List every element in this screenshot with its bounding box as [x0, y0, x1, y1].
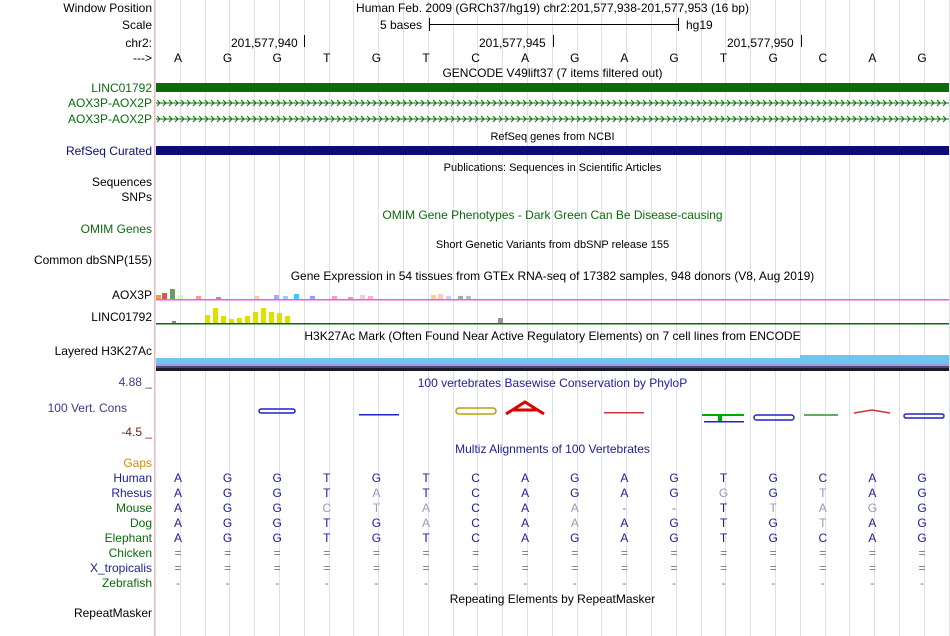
- position-label-1: 201,577,940: [231, 36, 298, 50]
- alignment-base: =: [720, 561, 728, 575]
- alignment-base: G: [272, 486, 282, 500]
- species-label[interactable]: Elephant: [104, 531, 152, 545]
- gencode-item-linc01792[interactable]: LINC01792: [91, 81, 152, 95]
- alignment-base: C: [818, 471, 828, 485]
- alignment-base: C: [471, 486, 480, 500]
- reference-base: T: [719, 51, 728, 65]
- alignment-base: G: [222, 531, 233, 545]
- reference-base: T: [323, 51, 331, 65]
- alignment-base: =: [323, 561, 331, 575]
- alignment-base: A: [521, 501, 530, 515]
- alignment-base: T: [819, 486, 827, 500]
- alignment-base: =: [224, 561, 232, 575]
- gtex-aox3p-bars[interactable]: [156, 286, 949, 302]
- species-label[interactable]: Human: [113, 471, 152, 485]
- alignment-base: -: [622, 501, 627, 515]
- alignment-base: -: [523, 576, 528, 590]
- alignment-base: G: [272, 531, 282, 545]
- species-label[interactable]: X_tropicalis: [89, 561, 152, 575]
- alignment-base: G: [917, 516, 927, 530]
- alignment-base: -: [473, 576, 478, 590]
- alignment-base: A: [421, 501, 430, 515]
- conservation-title[interactable]: 100 vertebrates Basewise Conservation by PhyloP: [417, 376, 688, 390]
- alignment-base: -: [820, 576, 825, 590]
- alignment-base: A: [620, 531, 629, 545]
- alignment-base: =: [273, 546, 281, 560]
- gtex-item-linc01792[interactable]: LINC01792: [91, 310, 152, 324]
- alignment-base: A: [173, 516, 182, 530]
- alignment-base: -: [374, 576, 379, 590]
- alignment-base: =: [472, 561, 480, 575]
- alignment-base: T: [719, 531, 728, 545]
- omim-label[interactable]: OMIM Genes: [80, 222, 152, 236]
- alignment-base: =: [819, 561, 827, 575]
- strand-label: --->: [133, 51, 152, 65]
- alignment-base: T: [323, 531, 331, 545]
- reference-base: G: [222, 51, 233, 65]
- alignment-base: =: [620, 546, 628, 560]
- alignment-base: T: [422, 531, 430, 545]
- alignment-base: G: [222, 501, 233, 515]
- position-label-3: 201,577,950: [727, 36, 794, 50]
- alignment-base: G: [669, 531, 679, 545]
- alignment-base: =: [918, 546, 926, 560]
- reference-base: G: [917, 51, 927, 65]
- alignment-base: -: [176, 576, 180, 590]
- alignment-base: G: [570, 471, 580, 485]
- position-label-2: 201,577,945: [479, 36, 546, 50]
- alignment-base: T: [819, 516, 827, 530]
- alignment-base: =: [273, 561, 281, 575]
- alignment-base: A: [868, 471, 877, 485]
- refseq-title[interactable]: RefSeq genes from NCBI: [490, 131, 615, 143]
- alignment-base: G: [917, 501, 927, 515]
- alignment-base: -: [771, 576, 776, 590]
- alignment-base: =: [868, 561, 876, 575]
- alignment-base: =: [372, 561, 380, 575]
- alignment-base: A: [868, 486, 877, 500]
- sequences-label[interactable]: Sequences: [91, 175, 152, 189]
- alignment-base: G: [371, 531, 382, 545]
- window-position-label: Window Position: [63, 1, 152, 15]
- conservation-max: 4.88 _: [118, 375, 152, 389]
- gtex-linc01792-bars[interactable]: [156, 304, 949, 325]
- alignment-base: A: [173, 531, 182, 545]
- alignment-base: T: [719, 516, 728, 530]
- alignment-base: A: [521, 471, 530, 485]
- alignment-base: T: [372, 501, 381, 515]
- omim-title[interactable]: OMIM Gene Phenotypes - Dark Green Can Be Disease-causing: [382, 208, 723, 222]
- aox3p-feature-1[interactable]: [156, 98, 949, 108]
- alignment-base: T: [719, 501, 728, 515]
- alignment-base: =: [670, 546, 678, 560]
- alignment-base: -: [920, 576, 924, 590]
- reference-base: A: [868, 51, 877, 65]
- reference-base: C: [471, 51, 480, 65]
- alignment-base: C: [471, 516, 480, 530]
- alignment-base: C: [471, 501, 480, 515]
- reference-base: G: [570, 51, 580, 65]
- alignment-base: -: [721, 576, 726, 590]
- alignment-base: G: [768, 471, 778, 485]
- position-tick-2: [553, 35, 554, 47]
- gencode-title[interactable]: GENCODE V49lift37 (7 items filtered out): [442, 66, 663, 80]
- snps-label[interactable]: SNPs: [121, 190, 152, 204]
- alignment-base: -: [672, 576, 676, 590]
- alignment-base: A: [868, 516, 877, 530]
- alignment-base: -: [275, 576, 280, 590]
- aox3p-feature-2[interactable]: [156, 114, 949, 124]
- reference-base: C: [818, 51, 828, 65]
- alignment-base: =: [372, 546, 380, 560]
- alignment-base: =: [174, 546, 182, 560]
- alignment-base: -: [672, 501, 676, 515]
- alignment-base: G: [867, 501, 878, 515]
- alignment-base: =: [224, 546, 232, 560]
- alignment-base: =: [620, 561, 628, 575]
- alignment-base: A: [521, 516, 530, 530]
- scale-text: 5 bases: [380, 18, 423, 32]
- alignment-base: G: [917, 531, 927, 545]
- alignment-base: G: [371, 516, 382, 530]
- alignment-base: A: [521, 531, 530, 545]
- alignment-base: =: [571, 561, 579, 575]
- alignment-base: =: [472, 546, 480, 560]
- alignment-base: A: [421, 516, 430, 530]
- alignment-base: A: [173, 486, 182, 500]
- alignment-base: -: [870, 576, 875, 590]
- alignment-base: =: [670, 561, 678, 575]
- alignment-base: T: [769, 501, 777, 515]
- conservation-logo[interactable]: [156, 400, 949, 428]
- alignment-base: T: [323, 471, 331, 485]
- alignment-base: C: [818, 531, 828, 545]
- alignment-base: -: [622, 576, 627, 590]
- alignment-base: G: [669, 471, 679, 485]
- alignment-base: C: [471, 531, 480, 545]
- alignment-base: -: [572, 576, 577, 590]
- alignment-base: G: [222, 486, 233, 500]
- alignment-base: =: [720, 546, 728, 560]
- multiz-title[interactable]: Multiz Alignments of 100 Vertebrates: [455, 442, 650, 456]
- reference-base: G: [272, 51, 282, 65]
- alignment-base: A: [620, 471, 629, 485]
- dbsnp-label[interactable]: Common dbSNP(155): [33, 253, 152, 267]
- reference-base: G: [371, 51, 382, 65]
- repeatmasker-title[interactable]: Repeating Elements by RepeatMasker: [449, 592, 656, 606]
- alignment-base: =: [521, 561, 529, 575]
- alignment-base: A: [570, 516, 579, 530]
- conservation-min: -4.5 _: [121, 425, 152, 439]
- alignment-base: G: [669, 516, 679, 530]
- alignment-base: C: [322, 501, 332, 515]
- alignment-base: G: [669, 486, 679, 500]
- gtex-title[interactable]: Gene Expression in 54 tissues from GTEx RNA-seq of 17382 samples, 948 donors (V8, Aug 2019): [290, 269, 815, 283]
- alignment-base: T: [422, 471, 430, 485]
- alignment-base: =: [422, 546, 430, 560]
- alignment-base: T: [323, 486, 331, 500]
- reference-base: A: [521, 51, 530, 65]
- alignment-base: =: [323, 546, 331, 560]
- scale-bar-left-tick: [429, 18, 430, 31]
- species-label[interactable]: Rhesus: [111, 486, 152, 500]
- alignment-base: =: [571, 546, 579, 560]
- alignment-base: A: [818, 501, 827, 515]
- species-label[interactable]: Dog: [129, 516, 152, 530]
- alignment-base: =: [868, 546, 876, 560]
- alignment-base: =: [769, 561, 777, 575]
- alignment-base: =: [918, 561, 926, 575]
- alignment-base: G: [371, 471, 382, 485]
- scale-bar: [429, 24, 678, 25]
- linc01792-feature[interactable]: [156, 83, 949, 92]
- alignment-base: G: [222, 516, 233, 530]
- chr-label: chr2:: [125, 36, 152, 50]
- reference-base: A: [620, 51, 629, 65]
- window-position-text: Human Feb. 2009 (GRCh37/hg19) chr2:201,577,938-201,577,953 (16 bp): [356, 1, 749, 15]
- gtex-item-aox3p[interactable]: AOX3P: [111, 288, 152, 302]
- h3k27ac-signal[interactable]: [156, 353, 949, 373]
- scale-bar-right-tick: [678, 18, 679, 31]
- position-tick-1: [304, 35, 305, 47]
- h3k27ac-label[interactable]: Layered H3K27Ac: [54, 344, 152, 358]
- alignment-base: G: [718, 486, 729, 500]
- position-tick-3: [801, 35, 802, 47]
- pubs-title[interactable]: Publications: Sequences in Scientific Articles: [443, 162, 662, 174]
- alignment-base: -: [324, 576, 329, 590]
- alignment-base: G: [272, 516, 282, 530]
- alignment-base: G: [768, 486, 778, 500]
- gencode-item-aox3p-1[interactable]: AOX3P-AOX2P: [67, 96, 152, 110]
- alignment-base: -: [424, 576, 428, 590]
- alignment-base: T: [422, 486, 430, 500]
- repeatmasker-label[interactable]: RepeatMasker: [73, 606, 152, 620]
- refseq-feature[interactable]: [156, 146, 949, 155]
- species-label[interactable]: Zebrafish: [101, 576, 152, 590]
- alignment-base: =: [769, 546, 777, 560]
- alignment-base: A: [173, 501, 182, 515]
- alignment-base: C: [471, 471, 480, 485]
- reference-base: G: [669, 51, 679, 65]
- alignment-base: G: [917, 486, 927, 500]
- alignment-base: =: [819, 546, 827, 560]
- scale-label: Scale: [121, 18, 152, 32]
- alignment-base: A: [372, 486, 381, 500]
- reference-base: G: [768, 51, 778, 65]
- alignment-base: A: [173, 471, 182, 485]
- reference-base: A: [173, 51, 182, 65]
- alignment-base: A: [620, 516, 629, 530]
- alignment-base: G: [570, 486, 580, 500]
- alignment-base: -: [225, 576, 230, 590]
- reference-base: T: [422, 51, 430, 65]
- gaps-label[interactable]: Gaps: [123, 456, 152, 470]
- alignment-base: G: [272, 471, 282, 485]
- scale-assembly: hg19: [686, 18, 713, 32]
- alignment-base: =: [521, 546, 529, 560]
- alignment-base: A: [620, 486, 629, 500]
- gencode-item-aox3p-2[interactable]: AOX3P-AOX2P: [67, 112, 152, 126]
- alignment-base: A: [521, 486, 530, 500]
- alignment-base: G: [272, 501, 282, 515]
- alignment-base: =: [422, 561, 430, 575]
- alignment-base: A: [868, 531, 877, 545]
- alignment-base: G: [570, 531, 580, 545]
- conservation-label[interactable]: 100 Vert. Cons: [47, 401, 127, 415]
- alignment-base: G: [222, 471, 233, 485]
- alignment-base: =: [174, 561, 182, 575]
- refseq-label[interactable]: RefSeq Curated: [65, 144, 152, 158]
- alignment-base: T: [719, 471, 728, 485]
- species-label[interactable]: Chicken: [108, 546, 152, 560]
- species-label[interactable]: Mouse: [115, 501, 152, 515]
- alignment-base: G: [768, 531, 778, 545]
- h3k27ac-title[interactable]: H3K27Ac Mark (Often Found Near Active Regulatory Elements) on 7 cell lines from ENCODE: [304, 329, 801, 343]
- alignment-base: G: [768, 516, 778, 530]
- alignment-base: A: [570, 501, 579, 515]
- alignment-base: T: [323, 516, 331, 530]
- alignment-base: G: [917, 471, 927, 485]
- dbsnp-title[interactable]: Short Genetic Variants from dbSNP release 155: [435, 239, 670, 251]
